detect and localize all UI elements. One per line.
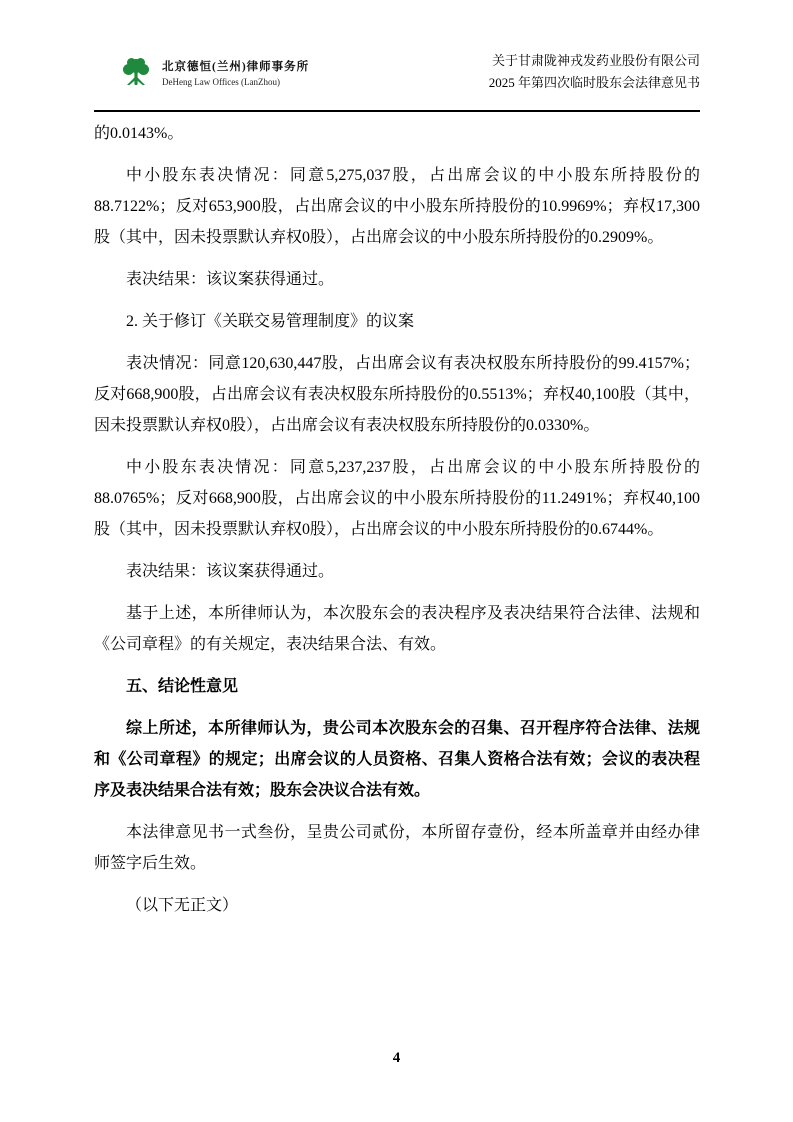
vote-result-paragraph-2: 表决结果：该议案获得通过。 [126, 563, 335, 580]
lawyer-opinion-paragraph: 基于上述，本所律师认为，本次股东会的表决程序及表决结果符合法律、法规和《公司章程》的有关规定，表决结果合法、有效。 [94, 605, 700, 653]
section-heading-conclusion: 五、结论性意见 [126, 678, 239, 695]
conclusion-paragraph: 综上所述，本所律师认为，贵公司本次股东会的召集、召开程序符合法律、法规和《公司章程》的规定；出席会议的人员资格、召集人资格合法有效；会议的表决程序及表决结果合法有效；股东会决议合法有效。 [94, 720, 700, 799]
minority-vote-detail-paragraph-2: 中小股东表决情况：同意5,237,237股，占出席会议的中小股东所持股份的88.0765%；反对668,900股，占出席会议的中小股东所持股份的11.2491%；弃权40,100股（其中，因未投票默认弃权0股），占出席会议的中小股东所持股份的0.6744%。 [94, 459, 700, 538]
vote-detail-paragraph-2: 表决情况：同意120,630,447股，占出席会议有表决权股东所持股份的99.4157%；反对668,900股，占出席会议有表决权股东所持股份的0.5513%；弃权40,100股（其中，因未投票默认弃权0股），占出席会议有表决权股东所持股份的0.0330%。 [94, 355, 700, 434]
firm-names [162, 58, 309, 87]
copies-statement-paragraph: 本法律意见书一式叁份，呈贵公司贰份，本所留存壹份，经本所盖章并由经办律师签字后生效。 [94, 824, 700, 872]
page-header [94, 50, 700, 94]
doc-ref-line2: 2025 年第四次临时股东会法律意见书 [488, 75, 700, 90]
document-body [94, 118, 700, 932]
firm-name-cn: 北京德恒(兰州)律师事务所 [162, 60, 310, 73]
doc-ref-line1: 关于甘肃陇神戎发药业股份有限公司 [491, 53, 700, 68]
end-of-text-note: （以下无正文） [126, 897, 239, 914]
minority-vote-detail-paragraph-1: 中小股东表决情况：同意5,275,037股，占出席会议的中小股东所持股份的88.7122%；反对653,900股，占出席会议的中小股东所持股份的10.9969%；弃权17,300股（其中，因未投票默认弃权0股），占出席会议的中小股东所持股份的0.2909%。 [94, 167, 700, 246]
proposal-2-title: 2. 关于修订《关联交易管理制度》的议案 [126, 313, 415, 330]
vote-result-paragraph-1: 表决结果：该议案获得通过。 [126, 271, 335, 288]
deheng-logo-icon [118, 54, 154, 90]
firm-identity [118, 54, 309, 90]
document-reference [489, 50, 700, 94]
header-divider [94, 110, 700, 112]
carryover-text-paragraph: 的0.0143%。 [94, 125, 184, 142]
page-number: 4 [392, 1050, 401, 1066]
firm-name-en: DeHeng Law Offices (LanZhou) [162, 76, 281, 87]
